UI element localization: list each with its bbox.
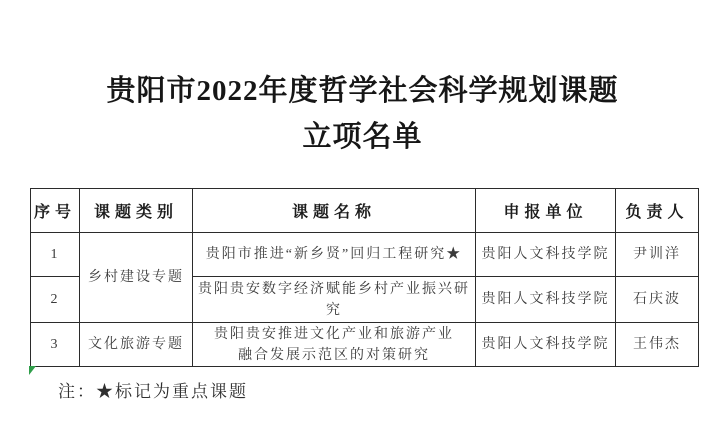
cell-project-title: 贵阳贵安数字经济赋能乡村产业振兴研究 (193, 277, 476, 323)
cell-unit: 贵阳人文科技学院 (476, 323, 616, 367)
header-category: 课题类别 (80, 189, 193, 233)
cell-serial: 2 (31, 277, 80, 323)
cell-leader: 王伟杰 (616, 323, 699, 367)
project-title-text: 贵阳贵安推进文化产业和旅游产业融合发展示范区的对策研究 (214, 326, 454, 363)
footnote: 注：★标记为重点课题 (58, 382, 248, 401)
cell-project-title: 贵阳市推进“新乡贤”回归工程研究★ (193, 233, 476, 277)
title-line-1: 贵阳市2022年度哲学社会科学规划课题 (106, 75, 619, 107)
cell-leader: 尹训洋 (616, 233, 699, 277)
table-header-row (31, 189, 699, 233)
cell-category: 文化旅游专题 (80, 323, 193, 367)
table-row (31, 323, 699, 367)
cell-leader: 石庆波 (616, 277, 699, 323)
header-serial: 序号 (31, 189, 80, 233)
projects-table (30, 188, 699, 367)
cell-unit: 贵阳人文科技学院 (476, 277, 616, 323)
cell-unit: 贵阳人文科技学院 (476, 233, 616, 277)
header-unit: 申报单位 (476, 189, 616, 233)
cell-serial: 3 (31, 323, 80, 367)
green-corner-artifact (29, 366, 36, 375)
cell-serial: 1 (31, 233, 80, 277)
title-line-2: 立项名单 (302, 121, 423, 153)
header-project-title: 课题名称 (193, 189, 476, 233)
cell-project-title (193, 323, 476, 367)
document-title (0, 68, 725, 160)
header-leader: 负责人 (616, 189, 699, 233)
table-row (31, 233, 699, 277)
cell-category: 乡村建设专题 (80, 233, 193, 323)
